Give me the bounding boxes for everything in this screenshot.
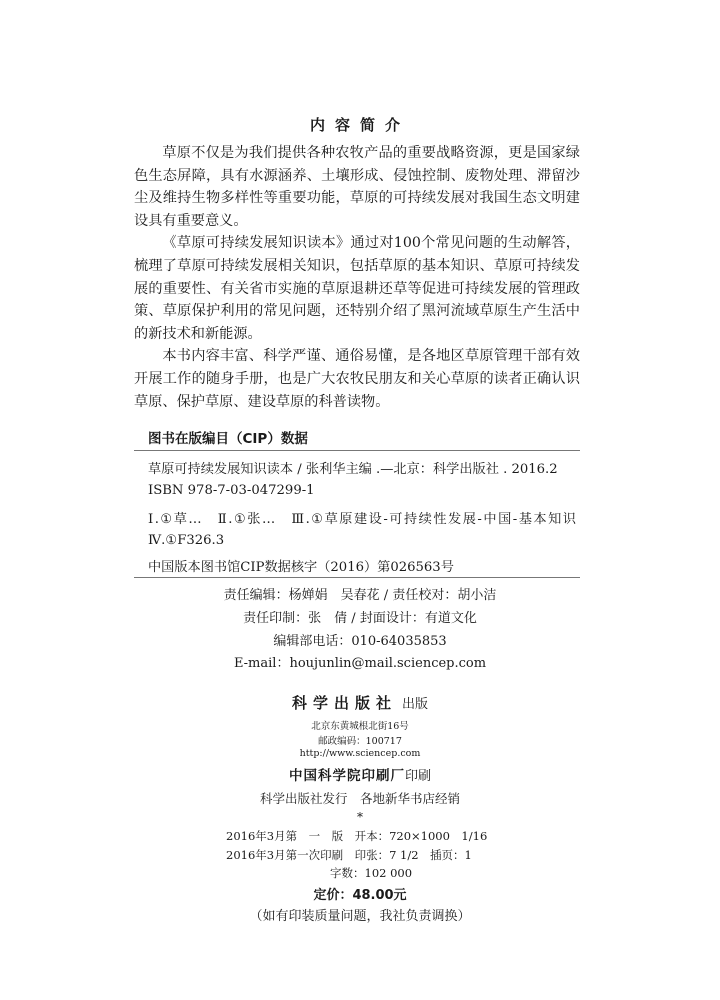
summary-paragraph: 《草原可持续发展知识读本》通过对100个常见问题的生动解答，梳理了草原可持续发展相关知识，包括草原的基本知识、草原可持续发展的重要性、有关省市实施的草原退耕还草等促进可持续发展的管理政策、草原保护利用的常见问题，还特别介绍了黑河流域草原生产生活中的新技术和新能源。 <box>134 235 580 342</box>
cip-heading: 图书在版编目（CIP）数据 <box>148 431 308 447</box>
printing-spec: 2016年3月第一次印刷 印张：7 1/2 插页：1 <box>226 848 472 862</box>
cip-record-number: 中国版本图书馆CIP数据核字（2016）第026563号 <box>148 560 454 575</box>
printer-role: 印刷 <box>404 769 431 784</box>
quality-notice: （如有印装质量问题，我社负责调换） <box>249 909 471 924</box>
editorial-phone: 编辑部电话：010-64035853 <box>273 634 447 649</box>
word-count: 字数：102 000 <box>330 866 413 880</box>
print-credits: 责任印制：张 倩 / 封面设计：有道文化 <box>243 611 477 626</box>
publisher-name: 科学出版社 <box>291 694 397 712</box>
cip-class-code: Ⅳ.①F326.3 <box>148 533 225 548</box>
price: 定价：48.00元 <box>313 888 407 903</box>
publisher-line <box>0 692 720 713</box>
printer-line <box>0 764 720 784</box>
printer-name: 中国科学院印刷厂 <box>288 768 405 784</box>
cip-isbn: ISBN 978-7-03-047299-1 <box>148 483 315 498</box>
publisher-website: http://www.sciencep.com <box>299 748 421 759</box>
publisher-address: 北京东黄城根北街16号 <box>311 721 409 732</box>
editorial-email: E-mail：houjunlin@mail.sciencep.com <box>233 656 487 671</box>
summary-paragraph: 本书内容丰富、科学严谨、通俗易懂，是各地区草原管理干部有效开展工作的随身手册，也是广大农牧民朋友和关心草原的读者正确认识草原、保护草原、建设草原的科普读物。 <box>134 348 580 410</box>
edition-spec: 2016年3月第 一 版 开本：720×1000 1/16 <box>226 829 488 843</box>
separator-star: * <box>357 810 363 824</box>
summary-paragraph: 草原不仅是为我们提供各种农牧产品的重要战略资源，更是国家绿色生态屏障，具有水源涵养、土壤形成、侵蚀控制、废物处理、滞留沙尘及维持生物多样性等重要功能，草原的可持续发展对我国生态文明建设具有重要意义。 <box>134 145 580 229</box>
cip-title-line: 草原可持续发展知识读本 / 张利华主编 .—北京：科学出版社 . 2016.2 <box>148 462 558 477</box>
page-title: 内容简介 <box>309 116 410 134</box>
summary-text <box>134 142 580 413</box>
publisher-role: 出版 <box>402 697 429 712</box>
cip-top-rule <box>134 450 580 451</box>
distribution-line: 科学出版社发行 各地新华书店经销 <box>259 791 460 806</box>
cip-bottom-rule <box>134 577 580 578</box>
editor-credits: 责任编辑：杨婵娟 吴春花 / 责任校对：胡小洁 <box>223 588 497 603</box>
cip-classification: Ⅰ.①草… Ⅱ.①张… Ⅲ.①草原建设-可持续性发展-中国-基本知识 <box>148 512 576 527</box>
publisher-postcode: 邮政编码：100717 <box>318 736 402 747</box>
